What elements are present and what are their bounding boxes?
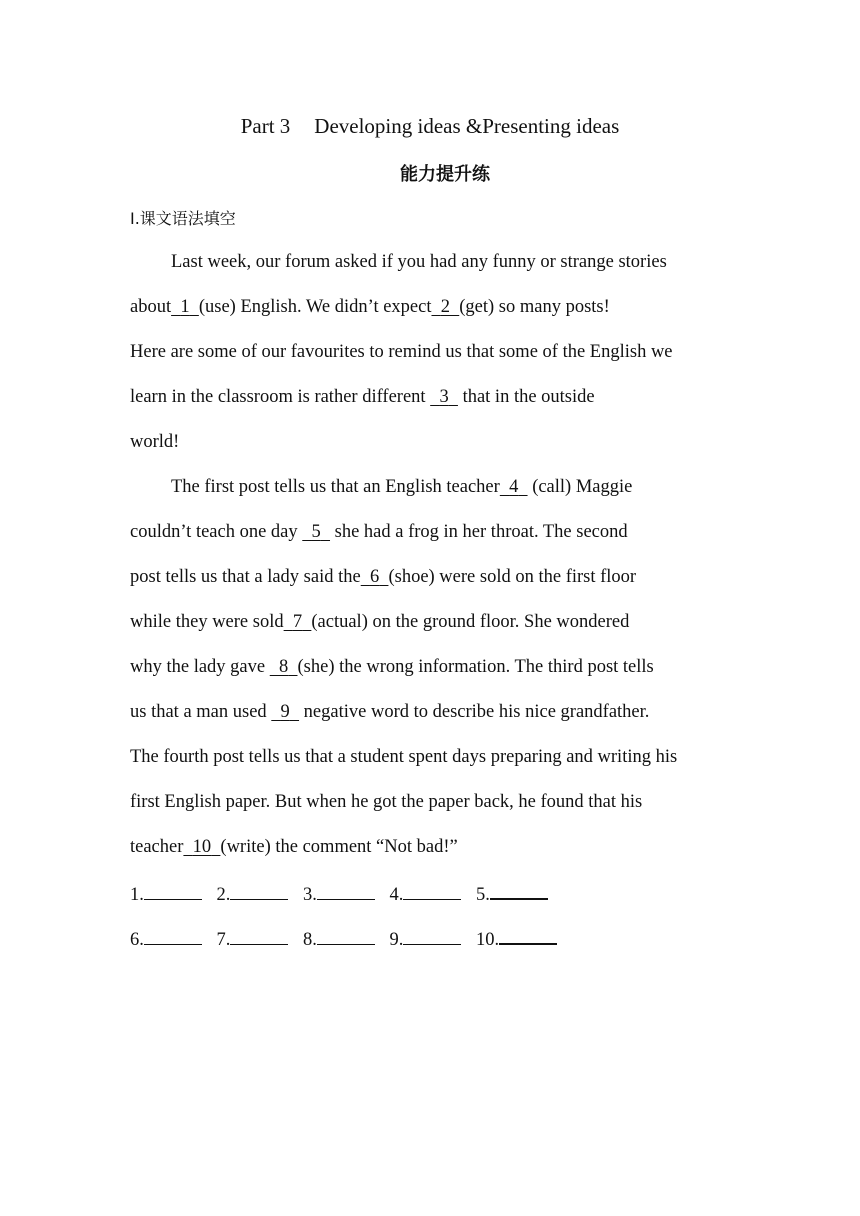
page-subtitle: 能力提升练 — [400, 164, 490, 185]
answer-row-2 — [130, 928, 567, 951]
passage-line: first English paper. But when he got the paper back, he found that his — [130, 792, 643, 812]
passage-line: about 1 (use) English. We didn’t expect 2 (get) so many posts! — [130, 297, 610, 317]
blank-4[interactable]: 4 — [509, 477, 519, 497]
answer-slot[interactable]: 2. — [217, 885, 289, 905]
answer-slot[interactable]: 7. — [217, 930, 289, 950]
blank-3[interactable]: 3 — [439, 387, 449, 407]
passage-line: teacher 10 (write) the comment “Not bad!” — [130, 837, 458, 857]
blank-1[interactable]: 1 — [180, 297, 190, 317]
answer-row-1 — [130, 883, 558, 906]
answer-slot[interactable]: 4. — [390, 885, 462, 905]
blank-8[interactable]: 8 — [279, 657, 289, 677]
title-part: Part 3 — [240, 114, 291, 138]
answer-slot[interactable]: 6. — [130, 930, 202, 950]
passage-line: while they were sold 7 (actual) on the ground floor. She wondered — [130, 612, 630, 632]
passage-line: learn in the classroom is rather different 3 that in the outside — [130, 387, 595, 407]
answer-slot[interactable]: 1. — [130, 885, 202, 905]
blank-6[interactable]: 6 — [369, 567, 380, 587]
blank-2[interactable]: 2 — [440, 297, 450, 317]
passage-line: couldn’t teach one day 5 she had a frog in her throat. The second — [130, 522, 628, 542]
passage-line: world! — [130, 432, 180, 452]
answer-slot[interactable]: 10. — [476, 930, 557, 950]
passage-line: why the lady gave 8 (she) the wrong information. The third post tells — [130, 657, 654, 677]
passage-line: Last week, our forum asked if you had any funny or strange stories — [171, 252, 667, 272]
blank-9[interactable]: 9 — [280, 702, 290, 722]
passage-line: The fourth post tells us that a student spent days preparing and writing his — [130, 747, 678, 767]
passage-line: The first post tells us that an English teacher 4 (call) Maggie — [171, 477, 633, 497]
blank-7[interactable]: 7 — [292, 612, 303, 632]
answer-slot[interactable]: 3. — [303, 885, 375, 905]
section-heading: I.课文语法填空 — [130, 209, 236, 228]
answer-slot[interactable]: 8. — [303, 930, 375, 950]
passage-line: us that a man used 9 negative word to describe his nice grandfather. — [130, 702, 650, 722]
passage-line: Here are some of our favourites to remind us that some of the English we — [130, 342, 673, 362]
blank-5[interactable]: 5 — [311, 522, 321, 542]
page-title — [0, 114, 860, 139]
passage-line: post tells us that a lady said the 6 (shoe) were sold on the first floor — [130, 567, 637, 587]
answer-slot[interactable]: 5. — [476, 885, 548, 905]
title-text: Developing ideas &Presenting ideas — [314, 114, 620, 138]
answer-slot[interactable]: 9. — [390, 930, 462, 950]
blank-10[interactable]: 10 — [192, 837, 212, 857]
